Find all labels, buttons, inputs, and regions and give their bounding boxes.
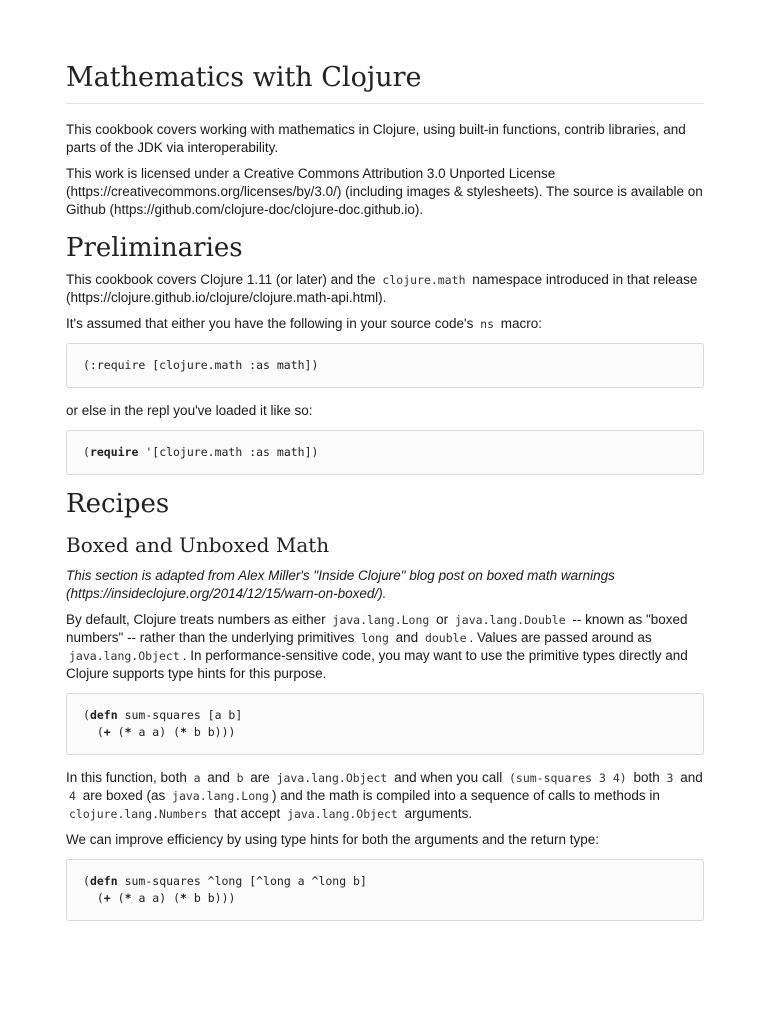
inline-code: double [424, 631, 467, 645]
inline-code: java.lang.Object [69, 649, 180, 663]
text-span: By default, Clojure treats numbers as either [66, 612, 326, 627]
intro-paragraph: This cookbook covers working with mathematics in Clojure, using built-in functions, contrib libraries, and parts of the JDK via interoperability. [66, 122, 686, 155]
text-span: both [633, 770, 660, 785]
text-span: . Values are passed around as [469, 630, 652, 645]
text-span: namespace introduced in that release (https://clojure.github.io/clojure/clojure.math-api.html). [66, 272, 698, 305]
preliminaries-paragraph-3: or else in the repl you've loaded it like so: [66, 403, 313, 418]
inline-code: java.lang.Long [172, 789, 269, 803]
license-paragraph: This work is licensed under a Creative Commons Attribution 3.0 Unported License (https://creativecommons.org/licenses/by/3.0/) (including images & stylesheets). The source is available on Github (https://github.com/clojure-doc/clojure-doc.github.io). [66, 166, 703, 217]
text-span: or [436, 612, 449, 627]
inline-code: clojure.lang.Numbers [69, 807, 208, 821]
code-keyword: defn [89, 708, 118, 722]
text-span: that accept [214, 806, 281, 821]
inline-code: java.lang.Long [332, 613, 430, 627]
code-keyword: require [89, 445, 139, 459]
code-block-require [66, 343, 704, 388]
inline-code: 4 [69, 789, 76, 803]
code-operator: * [124, 891, 132, 905]
text-span: and [680, 770, 703, 785]
text-span: arguments. [404, 806, 473, 821]
text-span: ) and the math is compiled into a sequence of calls to methods in [271, 788, 660, 803]
inline-code: 3 [666, 771, 674, 785]
code-block-sum-squares: (defn sum-squares [a b] (+ (* a a) (* b b))) [66, 693, 704, 755]
inline-code: java.lang.Object [287, 807, 398, 821]
code-text: sum-squares ^long [^long a ^long b] [124, 874, 367, 888]
text-span: . In performance-sensitive code, you may want to use the primitive types directly and Clojure supports type hints for this purpose. [66, 648, 688, 681]
code-keyword: defn [89, 874, 118, 888]
inline-code: clojure.math [382, 273, 466, 287]
code-text: sum-squares [a b] [124, 708, 243, 722]
inline-code: long [361, 631, 389, 645]
boxed-paragraph-1 [66, 611, 704, 683]
text-span: It's assumed that either you have the following in your source code's [66, 316, 474, 331]
inline-code: java.lang.Double [454, 613, 566, 627]
text-span: and [395, 630, 419, 645]
text-span: are boxed (as [82, 788, 166, 803]
adapted-note [66, 567, 704, 603]
boxed-paragraph-3: We can improve efficiency by using type hints for both the arguments and the return type: [66, 832, 600, 847]
inline-code: b [236, 771, 244, 785]
code-block-repl-require: (require '[clojure.math :as math]) [66, 430, 704, 475]
code-block-sum-squares-hinted: (defn sum-squares ^long [^long a ^long b] (+ (* a a) (* b b))) [66, 859, 704, 921]
code-text: a a) ( [138, 891, 180, 905]
code-operator: * [180, 725, 187, 739]
code-text: '[clojure.math :as math]) [145, 445, 319, 459]
text-span: macro: [500, 316, 543, 331]
code-operator: + [103, 725, 111, 739]
code-operator: * [124, 725, 132, 739]
note-text: This section is adapted from Alex Miller's "Inside Clojure" blog post on boxed math warnings (https://insideclojure.org/2014/12/15/warn-on-boxed/). [66, 568, 615, 601]
code-text: a a) ( [138, 725, 180, 739]
text-span: -- known as "boxed numbers" -- rather than the underlying primitives [66, 612, 688, 645]
preliminaries-heading: Preliminaries [66, 233, 243, 263]
code-operator: * [180, 891, 187, 905]
boxed-math-heading: Boxed and Unboxed Math [66, 533, 330, 557]
text-span: In this function, both [66, 770, 187, 785]
inline-code: a [193, 771, 201, 785]
preliminaries-paragraph-2 [66, 315, 704, 333]
page-title: Mathematics with Clojure [66, 62, 704, 104]
code-text: (:require [clojure.math :as math]) [83, 358, 319, 372]
text-span: are [250, 770, 270, 785]
text-span: This cookbook covers Clojure 1.11 (or later) and the [66, 272, 376, 287]
code-operator: + [103, 891, 111, 905]
code-text: b b))) [193, 891, 236, 905]
text-span: and [207, 770, 230, 785]
inline-code: java.lang.Object [276, 771, 388, 785]
code-text: b b))) [193, 725, 236, 739]
boxed-paragraph-2 [66, 769, 704, 823]
inline-code: (sum-squares 3 4) [508, 771, 627, 785]
text-span: and when you call [394, 770, 503, 785]
inline-code: ns [480, 317, 495, 331]
preliminaries-paragraph-1 [66, 271, 704, 307]
recipes-heading: Recipes [66, 489, 170, 519]
